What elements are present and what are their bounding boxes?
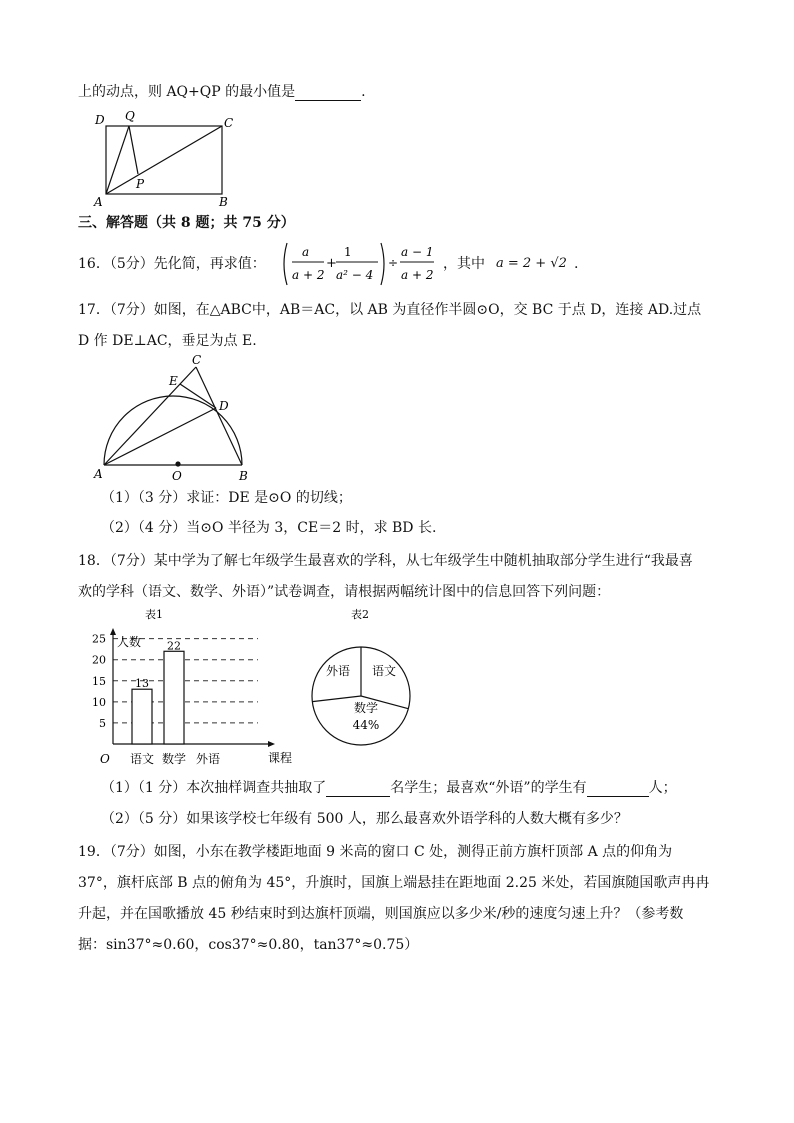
y-tick-label: 10 [92,695,106,709]
segment-de [180,384,216,408]
question-17-line-1: 17．（7分）如图，在△ABC中，AB＝AC，以 AB 为直径作半圆⊙O，交 BC 于点 D，连接 AD.过点 [78,302,702,318]
slice-label: 语文 [371,664,397,678]
question-16-prefix: 16．（5分）先化简，再求值： [78,256,266,272]
question-19-line-2: 37°，旗杆底部 B 点的俯角为 45°，升旗时，国旗上端悬挂在距地面 2.25 米处，若国旗随国歌声冉冉 [78,875,710,891]
denominator-a2-minus-4: a² − 4 [336,268,374,282]
segment-ad [104,408,216,465]
x-tick-label: 数学 [161,752,187,766]
label-p: P [136,177,145,191]
semicircle-figure [92,352,257,486]
label-b: B [219,195,228,209]
pie-chart-title: 表2 [351,608,369,621]
side-ac [104,367,196,465]
x-axis-label: 课程 [268,751,293,765]
question-16-end: . [574,256,579,272]
question-16-condition: a = 2 + √2 [496,256,567,271]
label-d: D [95,113,105,127]
divide-sign: ÷ [388,256,399,270]
y-tick-label: 5 [99,716,106,730]
question-16-mid: ，其中 [443,256,485,272]
question-18-sub-1 [101,779,677,797]
y-tick-label: 20 [92,653,106,667]
y-axis-arrow [110,628,116,635]
slice-label: 数学 [353,701,379,715]
sub-1-part-a: （1）（1 分）本次抽样调查共抽取了 [101,780,327,796]
side-bc [196,367,242,465]
y-tick-label: 25 [92,632,106,646]
question-15-text: 上的动点，则 AQ+QP 的最小值是 [78,84,296,100]
label-c: C [192,353,202,367]
y-axis-label: 人数 [117,635,142,649]
label-a: A [94,467,103,481]
x-tick-label: 外语 [195,752,221,766]
numerator-a: a [302,245,310,259]
question-19-line-3: 升起，并在国歌播放 45 秒结束时到达旗杆顶端，则国旗应以多少米/秒的速度匀速上升？（参考数 [78,906,684,922]
x-tick-label: 语文 [129,752,155,766]
question-18-line-2: 欢的学科（语文、数学、外语）”试卷调查，请根据两幅统计图中的信息回答下列问题： [78,584,611,600]
question-18-line-1: 18．（7分）某中学为了解七年级学生最喜欢的学科，从七年级学生中随机抽取部分学生进行“我最喜 [78,553,693,569]
pie-chart [300,606,425,751]
diagonal-ac [106,126,222,194]
question-17-sub-1: （1）（3 分）求证：DE 是⊙O 的切线； [101,490,352,506]
section-heading: 三、解答题（共 8 题；共 75 分） [78,215,295,231]
slice-label: 外语 [325,664,351,678]
center-point-o [175,461,180,466]
label-e: E [169,374,178,388]
segment-aq [106,126,129,194]
numerator-one: 1 [344,245,352,259]
denominator-a-plus-2: a + 2 [292,268,325,282]
origin-label: O [100,752,110,766]
bar-chart [80,606,295,768]
denominator-a-plus-2-b: a + 2 [401,268,434,282]
label-d: D [219,399,229,413]
x-axis-arrow [268,741,275,747]
bar [132,689,152,744]
segment-qp [129,126,138,174]
sub-1-part-b: 名学生；最喜欢“外语”的学生有 [390,780,587,796]
rectangle-figure [92,106,242,210]
bar [164,651,184,744]
answer-blank-foreign[interactable] [587,796,649,797]
question-17-line-2: D 作 DE⊥AC，垂足为点 E. [78,333,257,349]
label-a: A [94,195,103,209]
numerator-a-minus-1: a − 1 [401,245,434,259]
sub-1-part-c: 人； [648,780,677,796]
label-o: O [172,469,182,483]
question-18-sub-2: （2）（5 分）如果该学校七年级有 500 人，那么最喜欢外语学科的人数大概有多少？ [101,811,628,827]
plus-sign: + [326,256,337,271]
answer-blank[interactable] [295,100,361,101]
left-paren [284,243,287,285]
question-19-line-4: 据：sin37°≈0.60，cos37°≈0.80，tan37°≈0.75） [78,937,419,953]
right-paren [381,243,384,285]
label-q: Q [125,109,135,123]
label-c: C [224,116,234,130]
period: . [361,84,366,100]
question-19-line-1: 19．（7分）如图，小东在教学楼距地面 9 米高的窗口 C 处，测得正前方旗杆顶部 A 点的仰角为 [78,844,673,860]
data-label: 13 [135,677,149,691]
question-17-sub-2: （2）（4 分）当⊙O 半径为 3，CE＝2 时，求 BD 长. [101,520,437,536]
question-16-expression [280,240,440,288]
y-tick-label: 15 [92,674,106,688]
question-15-tail [78,83,366,101]
label-b: B [239,469,248,483]
bar-chart-title: 表1 [145,608,163,621]
slice-percent-label: 44% [352,718,380,732]
data-label: 22 [167,639,181,653]
answer-blank-total[interactable] [326,796,390,797]
